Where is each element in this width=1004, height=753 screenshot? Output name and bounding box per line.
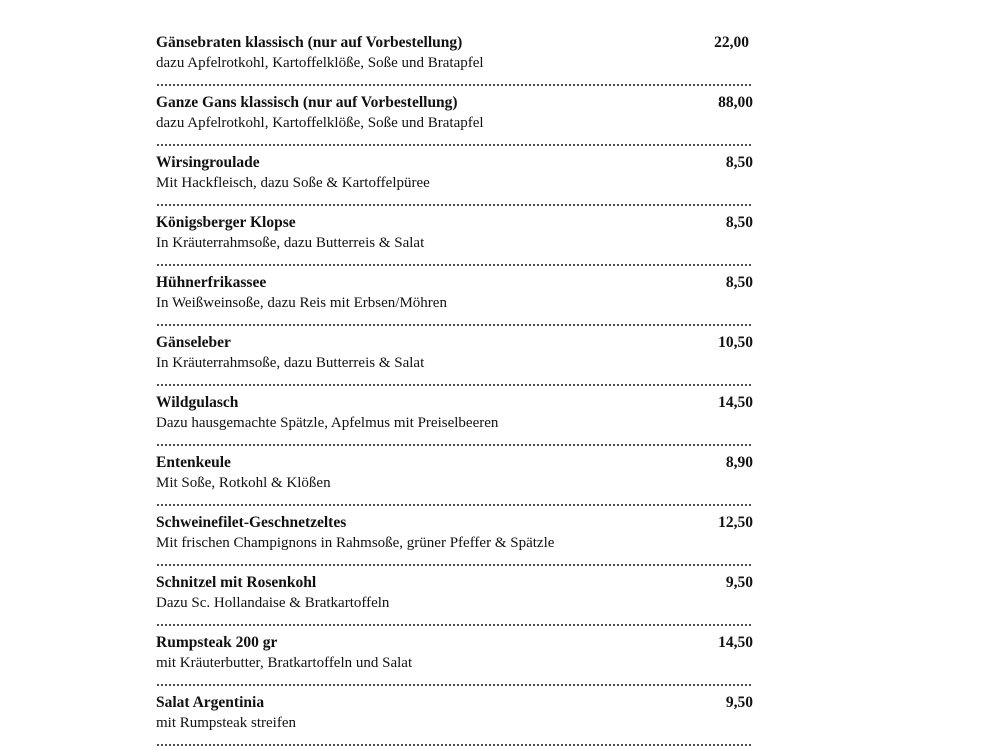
menu-item-price: 8,50 [725,214,753,231]
menu-item-price: 8,50 [725,274,753,291]
menu-item-description: In Kräuterrahmsoße, dazu Butterreis & Salat [156,235,425,251]
menu-item-name: Wildgulasch [156,394,239,411]
menu-item-description: Dazu hausgemachte Spätzle, Apfelmus mit Preiselbeeren [156,415,499,431]
menu-item-header [156,213,753,233]
menu-item-price: 14,50 [718,634,753,651]
menu-item-header [156,273,753,293]
menu-item [156,633,753,693]
menu-item-description: dazu Apfelrotkohl, Kartoffelklöße, Soße und Bratapfel [156,55,484,71]
dotted-separator [156,204,753,206]
menu-item-price: 12,50 [718,514,753,531]
menu-item-price: 8,50 [725,154,753,171]
menu-item-description: Mit Soße, Rotkohl & Klößen [156,475,331,491]
menu-item-name: Schnitzel mit Rosenkohl [156,574,317,591]
menu-item-header [156,333,753,353]
menu-item-header [156,153,753,173]
menu-item-name: Salat Argentinia [156,694,265,711]
menu-item-name: Entenkeule [156,454,231,471]
menu-item [156,213,753,273]
menu-item-price: 9,50 [725,694,753,711]
menu-item-description: In Weißweinsoße, dazu Reis mit Erbsen/Möhren [156,295,447,311]
menu-item-description: mit Kräuterbutter, Bratkartoffeln und Salat [156,655,413,671]
menu-item-name: Ganze Gans klassisch (nur auf Vorbestellung) [156,94,458,111]
menu-item [156,273,753,333]
menu-item-price: 14,50 [718,394,753,411]
menu-item-header [156,633,753,653]
menu-item-header [156,453,753,473]
dotted-separator [156,684,753,686]
menu-item [156,93,753,153]
menu-item-description: Mit frischen Champignons in Rahmsoße, grüner Pfeffer & Spätzle [156,535,555,551]
menu-item-name: Hühnerfrikassee [156,274,267,291]
menu-item-price: 88,00 [718,94,753,111]
menu-item [156,453,753,513]
menu-item-price: 10,50 [718,334,753,351]
menu-item-description: dazu Apfelrotkohl, Kartoffelklöße, Soße und Bratapfel [156,115,484,131]
dotted-separator [156,384,753,386]
menu-item-price: 9,50 [725,574,753,591]
menu-item-name: Gänsebraten klassisch (nur auf Vorbestellung) [156,34,463,51]
menu-item [156,393,753,453]
menu-item-header [156,93,753,113]
dotted-separator [156,264,753,266]
menu-item-description: Mit Hackfleisch, dazu Soße & Kartoffelpüree [156,175,430,191]
menu-item-header [156,573,753,593]
menu-item-header [156,393,753,413]
menu-item-description: mit Rumpsteak streifen [156,715,296,731]
dotted-separator [156,504,753,506]
menu-item-price: 8,90 [725,454,753,471]
menu-item-name: Rumpsteak 200 gr [156,634,278,651]
dotted-separator [156,84,753,86]
menu-list [156,33,753,753]
dotted-separator [156,324,753,326]
dotted-separator [156,144,753,146]
menu-item-header [156,693,753,713]
dotted-separator [156,564,753,566]
menu-item-name: Gänseleber [156,334,231,351]
dotted-separator [156,444,753,446]
menu-item-name: Königsberger Klopse [156,214,296,231]
menu-item [156,693,753,753]
menu-item [156,153,753,213]
dotted-separator [156,744,753,746]
menu-item [156,333,753,393]
dotted-separator [156,624,753,626]
menu-item-name: Schweinefilet-Geschnetzeltes [156,514,347,531]
menu-item-name: Wirsingroulade [156,154,260,171]
menu-item [156,513,753,573]
menu-item [156,573,753,633]
menu-item [156,33,753,93]
menu-item-description: Dazu Sc. Hollandaise & Bratkartoffeln [156,595,390,611]
menu-item-price: 22,00 [714,34,749,51]
menu-item-header [156,33,753,53]
menu-item-description: In Kräuterrahmsoße, dazu Butterreis & Salat [156,355,425,371]
menu-item-header [156,513,753,533]
